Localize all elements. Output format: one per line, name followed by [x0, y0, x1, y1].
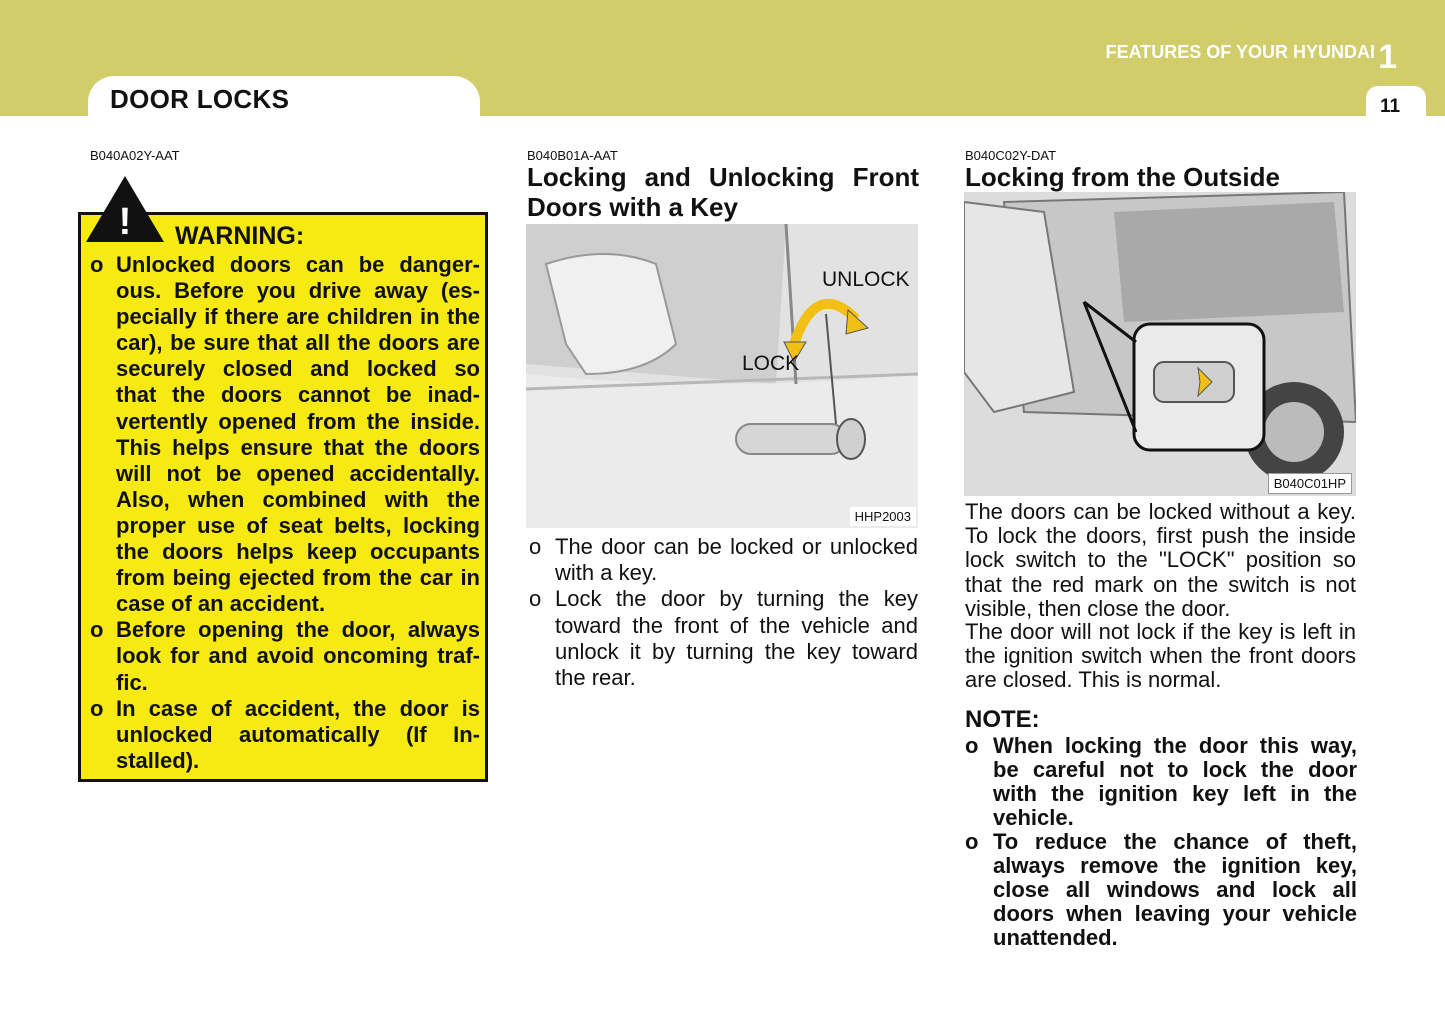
- figure-code: B040C01HP: [1268, 473, 1352, 494]
- bullet: o: [965, 829, 979, 854]
- note-item: o To reduce the chance of theft, always remove the ignition key, close all windows and lock all doors when leaving your vehicle unattended.: [965, 829, 1357, 950]
- bullet: o: [90, 252, 104, 277]
- note-list: [965, 734, 1357, 950]
- bullet: o: [529, 534, 542, 559]
- chapter-title: FEATURES OF YOUR HYUNDAI: [1105, 42, 1375, 62]
- left-code: B040A02Y-AAT: [90, 148, 180, 163]
- middle-list: [527, 534, 918, 691]
- bullet: o: [965, 733, 979, 758]
- middle-code: B040B01A-AAT: [527, 148, 618, 163]
- middle-heading-line2: Doors with a Key: [527, 192, 738, 222]
- warning-list: [86, 252, 480, 774]
- note-title: NOTE:: [965, 706, 1040, 733]
- bullet: o: [529, 586, 542, 612]
- warning-icon-glyph: !: [118, 201, 132, 242]
- warning-title: WARNING:: [175, 222, 305, 250]
- car-door-illustration: [964, 192, 1356, 496]
- page-number: 11: [1380, 96, 1401, 117]
- section-title: DOOR LOCKS: [110, 84, 290, 114]
- chapter-number: 1: [1378, 38, 1397, 76]
- right-code: B040C02Y-DAT: [965, 148, 1057, 163]
- car-door-figure: [964, 192, 1356, 496]
- bullet: o: [90, 617, 104, 643]
- door-key-illustration: [526, 224, 918, 528]
- warning-triangle-icon: [86, 176, 164, 242]
- figure-code: HHP2003: [850, 507, 916, 526]
- note-item: o When locking the door this way, be careful not to lock the door with the ignition key left in the vehicle.: [965, 733, 1357, 830]
- lock-label: LOCK: [742, 352, 800, 375]
- warning-item: o Unlocked doors can be danger-ous. Before you drive away (es-pecially if there are children in the car), be sure that all the doors are securely closed and locked so that the doors cannot be inad-vertently opened from the inside. This helps ensure that the doors will not be opened accidentally. Also, when combined with the proper use of seat belts, locking the doors helps keep occupants from being ejected from the car in case of an accident.: [90, 252, 480, 617]
- right-heading: Locking from the Outside: [965, 162, 1280, 192]
- right-paragraph-1: The doors can be locked without a key. To lock the doors, first push the inside lock switch to the "LOCK" position so that the red mark on the switch is not visible, then close the door.: [965, 499, 1356, 621]
- unlock-label: UNLOCK: [822, 268, 910, 291]
- right-paragraph-2: The door will not lock if the key is left in the ignition switch when the front doors are closed. This is normal.: [965, 619, 1356, 693]
- middle-heading-line1: Locking and Unlocking Front: [527, 162, 919, 192]
- bullet: o: [90, 695, 104, 721]
- list-item: o The door can be locked or unlocked with a key.: [529, 534, 918, 586]
- key-lock-figure: [526, 224, 918, 528]
- warning-item: o In case of accident, the door is unlocked automatically (If In-stalled).: [90, 695, 480, 773]
- list-item: o Lock the door by turning the key toward the front of the vehicle and unlock it by turning the key toward the rear.: [529, 586, 918, 691]
- warning-item: o Before opening the door, always look for and avoid oncoming traf-fic.: [90, 617, 480, 695]
